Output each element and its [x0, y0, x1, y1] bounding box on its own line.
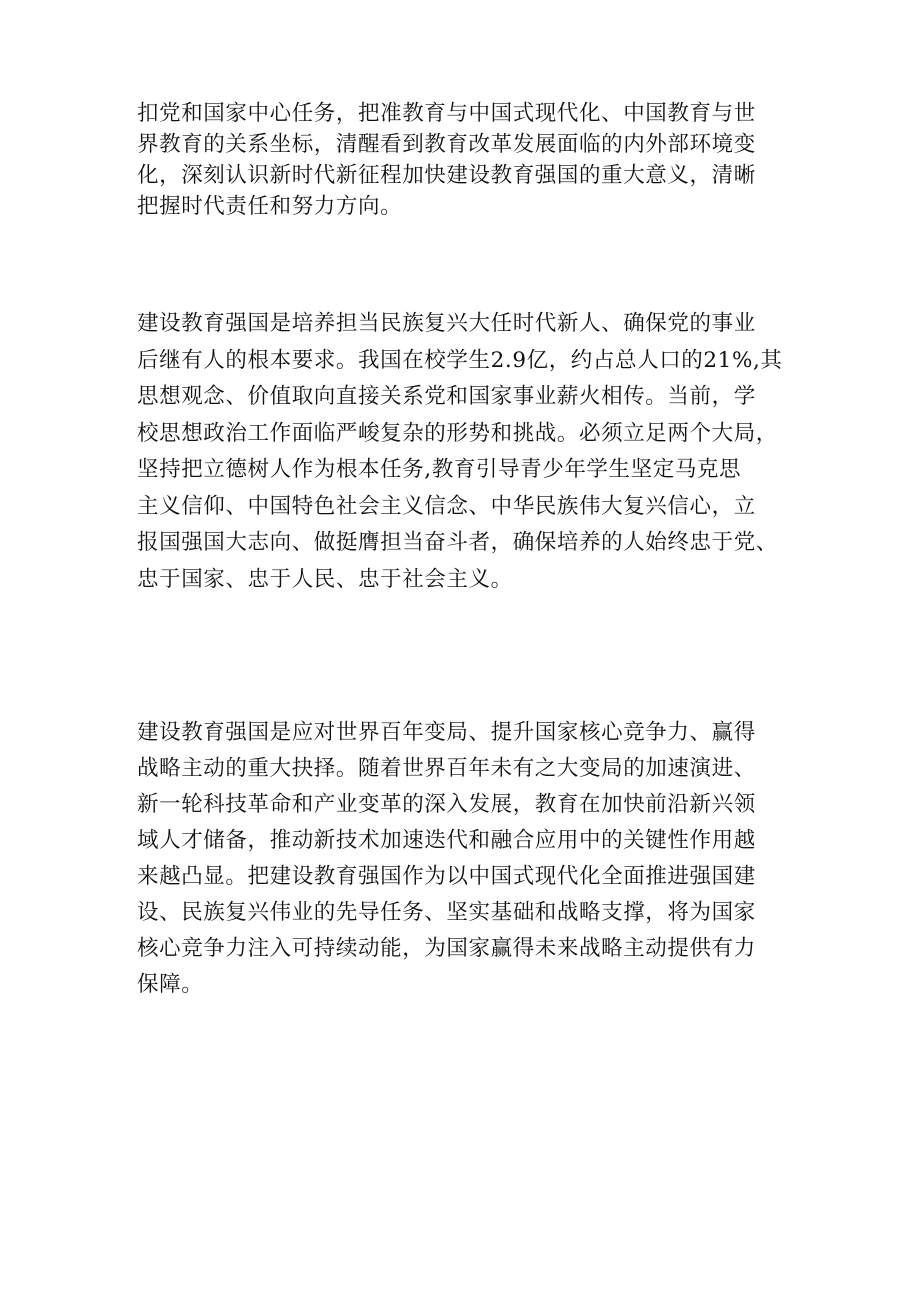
text-line: 思想观念、价值取向直接关系党和国家事业薪火相传。当前，学 [137, 384, 756, 409]
text-line: 坚持把立德树人作为根本任务,教育引导青少年学生坚定马克思 [137, 457, 742, 482]
text-line: 化，深刻认识新时代新征程加快建设教育强国的重大意义，清晰 [137, 163, 756, 188]
paragraph-1 [137, 98, 793, 222]
text-line: 建设教育强国是培养担当民族复兴大任时代新人、确保党的事业 [137, 311, 756, 336]
text-line: 界教育的关系坐标，清醒看到教育改革发展面临的内外部环境变 [137, 132, 756, 157]
text-line: 保障。 [137, 972, 204, 997]
text-line: 后继有人的根本要求。我国在校学生2.9亿，约占总人口的21%,其 [137, 347, 783, 373]
text-line: 新一轮科技革命和产业变革的深入发展，教育在加快前沿新兴领 [137, 792, 756, 817]
text-line: 来越凸显。把建设教育强国作为以中国式现代化全面推进强国建 [137, 864, 756, 889]
text-line: 扣党和国家中心任务，把准教育与中国式现代化、中国教育与世 [137, 101, 756, 126]
text-line: 战略主动的重大抉择。随着世界百年未有之大变局的加速演进、 [137, 756, 756, 781]
text-line: 校思想政治工作面临严峻复杂的形势和挑战。必须立足两个大局， [137, 420, 778, 446]
text-line: 域人才储备，推动新技术加速迭代和融合应用中的关键性作用越 [137, 828, 756, 853]
text-line: 主义信仰、中国特色社会主义信念、中华民族伟大复兴信心，立 [137, 493, 756, 519]
text-line: 设、民族复兴伟业的先导任务、坚实基础和战略支撑，将为国家 [137, 900, 756, 925]
text-line: 报国强国大志向、做挺膺担当奋斗者，确保培养的人始终忠于党、 [137, 530, 778, 555]
text-line: 建设教育强国是应对世界百年变局、提升国家核心竞争力、赢得 [137, 720, 756, 745]
text-line: 把握时代责任和努力方向。 [137, 194, 403, 219]
text-line: 忠于国家、忠于人民、忠于社会主义。 [137, 566, 513, 592]
paragraph-2 [137, 306, 793, 598]
text-line: 核心竞争力注入可持续动能，为国家赢得未来战略主动提供有力 [137, 936, 756, 961]
paragraph-3 [137, 715, 793, 1003]
